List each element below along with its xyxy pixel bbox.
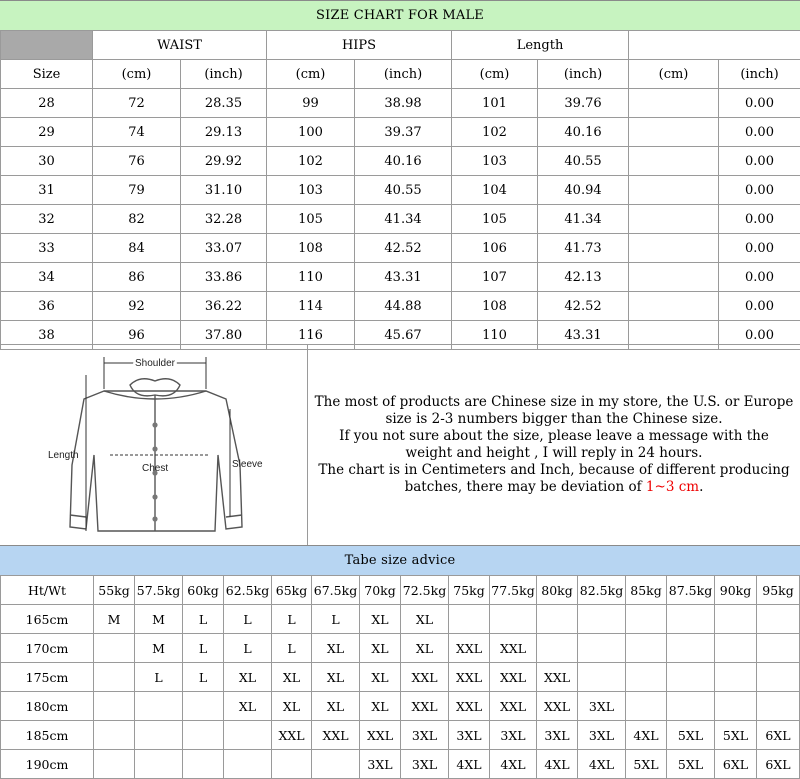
measurement-cell: 100	[267, 118, 355, 147]
advice-cell: XL	[224, 663, 272, 692]
advice-cell	[94, 692, 135, 721]
weight-header: 62.5kg	[224, 576, 272, 605]
advice-cell: XL	[360, 663, 401, 692]
advice-cell	[757, 634, 800, 663]
advice-cell	[135, 721, 183, 750]
advice-cell: XL	[312, 634, 360, 663]
measurement-cell: 76	[93, 147, 181, 176]
advice-cell: 3XL	[537, 721, 578, 750]
advice-cell	[537, 605, 578, 634]
advice-cell	[667, 634, 715, 663]
size-value: 29	[1, 118, 93, 147]
measurement-cell	[629, 263, 719, 292]
advice-cell	[578, 663, 626, 692]
advice-cell: XXL	[490, 634, 537, 663]
shirt-collar	[130, 379, 180, 396]
size-row	[1, 147, 800, 176]
shirt-measurement-figure	[0, 345, 308, 545]
advice-cell	[94, 750, 135, 779]
advice-cell: XL	[401, 634, 449, 663]
advice-cell	[667, 692, 715, 721]
advice-header-row	[1, 576, 800, 605]
measurement-cell: 36.22	[181, 292, 267, 321]
advice-row	[1, 721, 800, 750]
size-value: 34	[1, 263, 93, 292]
measurement-cell: 104	[452, 176, 538, 205]
advice-cell: L	[183, 663, 224, 692]
size-value: 28	[1, 89, 93, 118]
note-line-5: The chart is in Centimeters and Inch, because of different producing	[318, 462, 789, 479]
advice-cell: L	[135, 663, 183, 692]
advice-cell	[224, 721, 272, 750]
size-label: Size	[1, 60, 93, 89]
advice-row	[1, 750, 800, 779]
advice-cell: XXL	[490, 663, 537, 692]
shirt-diagram	[0, 345, 307, 545]
weight-header: 82.5kg	[578, 576, 626, 605]
measurement-cell	[629, 118, 719, 147]
measurement-cell: 103	[267, 176, 355, 205]
advice-cell: L	[272, 634, 312, 663]
note-line-4: weight and height , I will reply in 24 hours.	[406, 445, 703, 462]
size-value: 31	[1, 176, 93, 205]
advice-cell	[94, 634, 135, 663]
measurement-cell: 110	[452, 321, 538, 350]
measurement-cell	[629, 292, 719, 321]
weight-header: 57.5kg	[135, 576, 183, 605]
advice-cell: 4XL	[578, 750, 626, 779]
advice-cell: 6XL	[715, 750, 757, 779]
measurement-cell: 40.94	[538, 176, 629, 205]
measurement-cell: 108	[267, 234, 355, 263]
size-note	[308, 345, 800, 545]
waist-header: WAIST	[93, 31, 267, 60]
measurement-cell: 105	[267, 205, 355, 234]
size-row	[1, 263, 800, 292]
advice-cell: 5XL	[667, 750, 715, 779]
advice-cell: L	[272, 605, 312, 634]
size-advice-table	[0, 575, 800, 779]
size-row	[1, 234, 800, 263]
advice-cell: XL	[272, 692, 312, 721]
measurement-cell: 103	[452, 147, 538, 176]
size-chart-title	[0, 0, 800, 31]
weight-header: 70kg	[360, 576, 401, 605]
advice-cell	[94, 721, 135, 750]
measurement-cell: 40.16	[538, 118, 629, 147]
unit-header-row	[1, 60, 800, 89]
measurement-cell: 40.16	[355, 147, 452, 176]
advice-cell	[449, 605, 490, 634]
advice-cell	[626, 634, 667, 663]
height-label: 185cm	[1, 721, 94, 750]
measurement-cell: 108	[452, 292, 538, 321]
waist-cm-unit: (cm)	[93, 60, 181, 89]
advice-row	[1, 634, 800, 663]
measurement-cell: 99	[267, 89, 355, 118]
measurement-cell: 79	[93, 176, 181, 205]
advice-cell: XXL	[449, 634, 490, 663]
shirt-body-outline	[70, 391, 242, 531]
waist-inch-unit: (inch)	[181, 60, 267, 89]
advice-cell: XL	[360, 634, 401, 663]
advice-cell: XL	[360, 692, 401, 721]
hips-header: HIPS	[267, 31, 452, 60]
advice-cell: L	[224, 634, 272, 663]
extra-cm-unit: (cm)	[629, 60, 719, 89]
measurement-cell: 0.00	[719, 147, 800, 176]
advice-cell: 5XL	[667, 721, 715, 750]
advice-cell: XXL	[537, 692, 578, 721]
hips-inch-unit: (inch)	[355, 60, 452, 89]
group-header-row	[1, 31, 800, 60]
advice-cell	[715, 692, 757, 721]
advice-cell: M	[135, 605, 183, 634]
advice-cell	[272, 750, 312, 779]
size-row	[1, 176, 800, 205]
advice-cell: 3XL	[401, 721, 449, 750]
note-line-6-prefix: batches, there may be deviation of	[405, 479, 646, 495]
advice-cell	[183, 750, 224, 779]
note-line-6	[405, 479, 704, 496]
weight-header: 75kg	[449, 576, 490, 605]
advice-cell	[578, 634, 626, 663]
measurement-cell	[629, 205, 719, 234]
measurement-cell: 33.07	[181, 234, 267, 263]
measurement-cell: 92	[93, 292, 181, 321]
size-value: 30	[1, 147, 93, 176]
advice-cell: M	[94, 605, 135, 634]
measurement-cell: 107	[452, 263, 538, 292]
advice-cell: L	[224, 605, 272, 634]
measurement-cell: 28.35	[181, 89, 267, 118]
length-inch-unit: (inch)	[538, 60, 629, 89]
length-header: Length	[452, 31, 629, 60]
measurement-cell: 0.00	[719, 118, 800, 147]
extra-header	[629, 31, 800, 60]
advice-cell: 3XL	[449, 721, 490, 750]
measurement-cell: 37.80	[181, 321, 267, 350]
hips-cm-unit: (cm)	[267, 60, 355, 89]
size-chart-title-text: SIZE CHART FOR MALE	[316, 8, 484, 23]
size-row	[1, 89, 800, 118]
advice-cell: XXL	[401, 663, 449, 692]
advice-cell: XXL	[449, 663, 490, 692]
advice-cell	[626, 692, 667, 721]
advice-cell	[135, 692, 183, 721]
advice-cell: L	[312, 605, 360, 634]
advice-cell	[757, 663, 800, 692]
corner-cell	[1, 31, 93, 60]
measurement-cell: 105	[452, 205, 538, 234]
advice-cell	[94, 663, 135, 692]
advice-cell: M	[135, 634, 183, 663]
advice-cell	[757, 692, 800, 721]
advice-cell	[667, 605, 715, 634]
advice-cell	[183, 692, 224, 721]
measurement-cell: 42.13	[538, 263, 629, 292]
advice-cell	[667, 663, 715, 692]
measurement-cell: 82	[93, 205, 181, 234]
measurement-cell: 45.67	[355, 321, 452, 350]
advice-cell	[715, 634, 757, 663]
measurement-cell: 29.92	[181, 147, 267, 176]
measurement-cell: 74	[93, 118, 181, 147]
measurement-cell: 0.00	[719, 176, 800, 205]
advice-cell: L	[183, 605, 224, 634]
measurement-cell: 96	[93, 321, 181, 350]
advice-cell: XL	[312, 663, 360, 692]
length-cm-unit: (cm)	[452, 60, 538, 89]
height-label: 165cm	[1, 605, 94, 634]
measurement-cell: 72	[93, 89, 181, 118]
measurement-cell: 110	[267, 263, 355, 292]
measurement-cell: 106	[452, 234, 538, 263]
weight-header: 55kg	[94, 576, 135, 605]
length-label: Length	[48, 450, 79, 461]
size-value: 36	[1, 292, 93, 321]
note-line-6-suffix: .	[699, 479, 703, 495]
measurement-cell: 102	[267, 147, 355, 176]
measurement-cell: 86	[93, 263, 181, 292]
note-line-2: size is 2-3 numbers bigger than the Chinese size.	[385, 411, 722, 428]
size-row	[1, 205, 800, 234]
measurement-cell: 114	[267, 292, 355, 321]
advice-cell: 3XL	[578, 721, 626, 750]
measurement-cell: 102	[452, 118, 538, 147]
weight-header: 60kg	[183, 576, 224, 605]
deviation-range: 1~3 cm	[646, 479, 699, 495]
advice-cell	[312, 750, 360, 779]
advice-cell: XL	[401, 605, 449, 634]
measurement-cell: 41.73	[538, 234, 629, 263]
advice-cell: 4XL	[537, 750, 578, 779]
advice-cell: 3XL	[360, 750, 401, 779]
weight-header: 77.5kg	[490, 576, 537, 605]
height-label: 170cm	[1, 634, 94, 663]
measurement-cell: 0.00	[719, 321, 800, 350]
advice-cell: 4XL	[626, 721, 667, 750]
advice-row	[1, 692, 800, 721]
chest-label: Chest	[142, 463, 168, 474]
advice-cell: 5XL	[715, 721, 757, 750]
size-advice-title-text: Tabe size advice	[345, 553, 456, 568]
measurement-cell	[629, 147, 719, 176]
advice-cell: XXL	[272, 721, 312, 750]
measurement-cell	[629, 176, 719, 205]
advice-cell	[490, 605, 537, 634]
measurement-cell: 42.52	[538, 292, 629, 321]
weight-header: 65kg	[272, 576, 312, 605]
measurement-cell: 84	[93, 234, 181, 263]
sleeve-label: Sleeve	[232, 459, 263, 470]
measurement-cell: 40.55	[538, 147, 629, 176]
size-value: 38	[1, 321, 93, 350]
advice-cell: XXL	[449, 692, 490, 721]
measurement-cell	[629, 234, 719, 263]
measurement-cell: 43.31	[355, 263, 452, 292]
measurement-cell: 0.00	[719, 234, 800, 263]
advice-cell: XL	[272, 663, 312, 692]
advice-cell	[183, 721, 224, 750]
weight-header: 85kg	[626, 576, 667, 605]
advice-cell	[578, 605, 626, 634]
size-row	[1, 292, 800, 321]
size-row	[1, 118, 800, 147]
advice-cell: 3XL	[401, 750, 449, 779]
advice-cell: 4XL	[490, 750, 537, 779]
note-line-1: The most of products are Chinese size in my store, the U.S. or Europe	[315, 394, 794, 411]
size-value: 32	[1, 205, 93, 234]
measurement-cell: 33.86	[181, 263, 267, 292]
measurement-cell: 41.34	[355, 205, 452, 234]
advice-cell: XL	[312, 692, 360, 721]
illustration-and-note	[0, 344, 800, 546]
advice-cell: XXL	[360, 721, 401, 750]
measurement-cell: 0.00	[719, 292, 800, 321]
advice-cell	[626, 605, 667, 634]
height-label: 175cm	[1, 663, 94, 692]
measurement-cell: 39.37	[355, 118, 452, 147]
advice-cell	[715, 663, 757, 692]
size-advice-title	[0, 545, 800, 576]
advice-cell: XXL	[312, 721, 360, 750]
advice-cell: 4XL	[449, 750, 490, 779]
advice-cell	[715, 605, 757, 634]
measurement-cell: 0.00	[719, 205, 800, 234]
measurement-cell: 32.28	[181, 205, 267, 234]
measurement-cell	[629, 89, 719, 118]
advice-row	[1, 663, 800, 692]
measurement-cell: 40.55	[355, 176, 452, 205]
shoulder-label: Shoulder	[135, 358, 176, 369]
extra-inch-unit: (inch)	[719, 60, 800, 89]
advice-cell: 6XL	[757, 750, 800, 779]
measurement-cell: 29.13	[181, 118, 267, 147]
advice-cell	[224, 750, 272, 779]
height-weight-label: Ht/Wt	[1, 576, 94, 605]
advice-cell: XXL	[490, 692, 537, 721]
advice-cell	[537, 634, 578, 663]
advice-cell: 5XL	[626, 750, 667, 779]
measurement-cell: 116	[267, 321, 355, 350]
size-value: 33	[1, 234, 93, 263]
advice-cell: XL	[360, 605, 401, 634]
advice-cell	[757, 605, 800, 634]
advice-cell: XL	[224, 692, 272, 721]
measurement-cell: 42.52	[355, 234, 452, 263]
measurement-cell: 101	[452, 89, 538, 118]
weight-header: 67.5kg	[312, 576, 360, 605]
advice-cell	[135, 750, 183, 779]
measurement-cell: 31.10	[181, 176, 267, 205]
advice-cell: XXL	[537, 663, 578, 692]
height-label: 180cm	[1, 692, 94, 721]
advice-cell: L	[183, 634, 224, 663]
measurement-cell: 38.98	[355, 89, 452, 118]
weight-header: 90kg	[715, 576, 757, 605]
measurement-cell: 39.76	[538, 89, 629, 118]
advice-cell: 3XL	[490, 721, 537, 750]
measurement-cell: 41.34	[538, 205, 629, 234]
advice-cell: 6XL	[757, 721, 800, 750]
weight-header: 95kg	[757, 576, 800, 605]
measurement-cell: 44.88	[355, 292, 452, 321]
size-chart-table	[0, 30, 800, 350]
advice-row	[1, 605, 800, 634]
note-line-3: If you not sure about the size, please leave a message with the	[339, 428, 769, 445]
advice-cell: 3XL	[578, 692, 626, 721]
advice-cell: XXL	[401, 692, 449, 721]
measurement-cell: 43.31	[538, 321, 629, 350]
weight-header: 80kg	[537, 576, 578, 605]
advice-cell	[626, 663, 667, 692]
weight-header: 87.5kg	[667, 576, 715, 605]
measurement-cell: 0.00	[719, 263, 800, 292]
weight-header: 72.5kg	[401, 576, 449, 605]
height-label: 190cm	[1, 750, 94, 779]
measurement-cell: 0.00	[719, 89, 800, 118]
